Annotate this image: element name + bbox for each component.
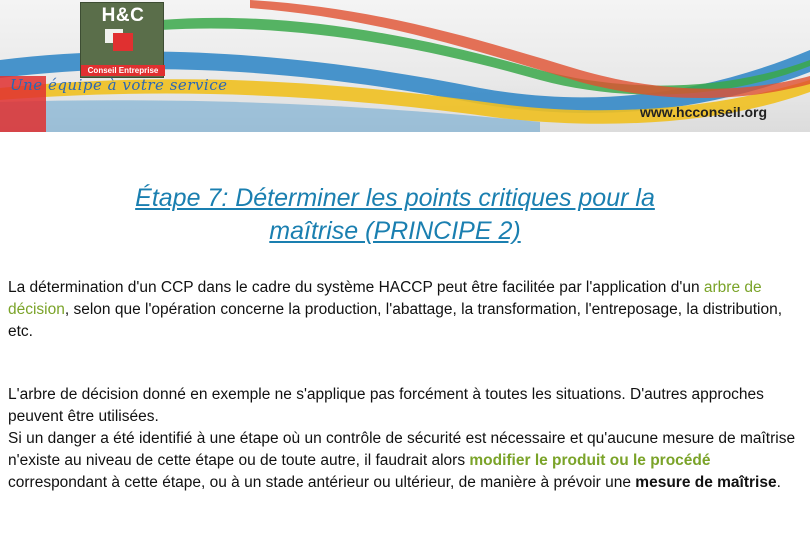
page-title xyxy=(0,182,790,248)
paragraph2-sentence-1: L'arbre de décision donné en exemple ne s'applique pas forcément à toutes les situations. D'autres approches peuvent être utilisées. xyxy=(8,386,764,425)
logo-square-red xyxy=(113,33,133,51)
company-logo xyxy=(80,2,164,78)
paragraph-decision-tree xyxy=(8,384,798,494)
control-measure-bold: mesure de maîtrise xyxy=(635,474,777,491)
logo-subtitle: Conseil Entreprise xyxy=(81,65,165,76)
paragraph1-text-end: , selon que l'opération concerne la production, l'abattage, la transformation, l'entreposage, la distribution, etc. xyxy=(8,301,783,340)
paragraph2-sentence-2-middle: correspondant à cette étape, ou à un stade antérieur ou ultérieur, de manière à prévoir une xyxy=(8,474,636,491)
website-url: www.hcconseil.org xyxy=(640,104,768,120)
paragraph2-sentence-2-end: . xyxy=(776,474,781,491)
decision-tree-highlight: arbre de décision xyxy=(8,279,762,318)
header-banner xyxy=(0,0,810,132)
title-line-2: maîtrise (PRINCIPE 2) xyxy=(269,217,521,245)
paragraph2-sentence-2-start: Si un danger a été identifié à une étape où un contrôle de sécurité est nécessaire et qu'aucune mesure de maîtrise n'existe au niveau de cette étape ou de toute autre, il faudrait alors xyxy=(8,430,796,469)
modify-product-highlight: modifier le produit ou le procédé xyxy=(469,452,711,469)
paragraph-ccp-determination xyxy=(8,277,798,343)
tagline: Une équipe à votre service xyxy=(10,76,228,94)
title-line-1: Étape 7: Déterminer les points critiques pour la xyxy=(135,184,655,212)
logo-text: H&C xyxy=(101,5,145,26)
paragraph1-text-start: La détermination d'un CCP dans le cadre du système HACCP peut être facilitée par l'application d'un xyxy=(8,279,704,296)
